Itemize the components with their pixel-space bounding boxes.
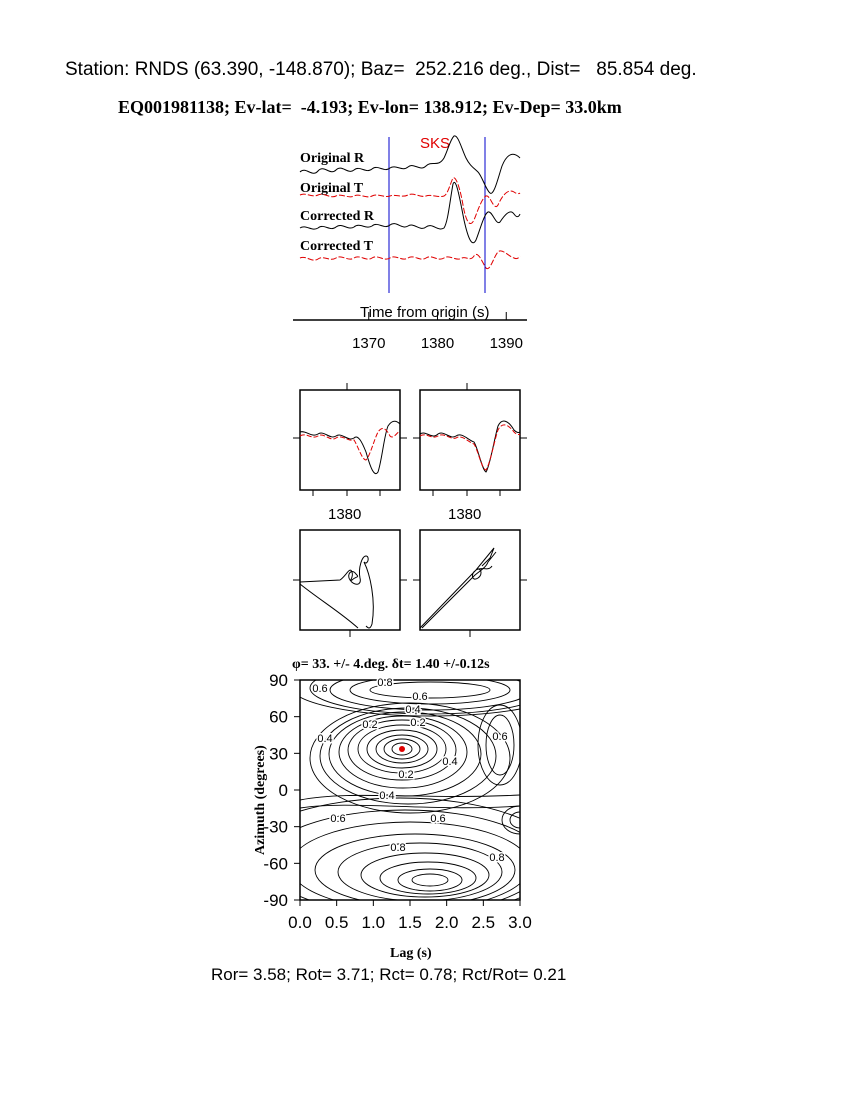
contour-xlabel: Lag (s): [390, 946, 432, 961]
contour-value-label: 0.8: [377, 677, 393, 689]
contour-xtick-label: 0.0: [288, 913, 312, 932]
contour-value-labels: [312, 677, 507, 864]
waveform-right-xtick: 1380: [448, 506, 482, 523]
contour-title: φ= 33. +/- 4.deg. δt= 1.40 +/-0.12s: [292, 657, 490, 672]
contour-panel: [240, 656, 570, 961]
best-fit-point: [399, 746, 405, 752]
contour-ylabel: Azimuth (degrees): [253, 745, 268, 855]
seismogram-tick-label: 1380: [420, 335, 455, 352]
contour-value-label: 0.2: [398, 769, 414, 781]
contour-value-label: 0.2: [410, 717, 426, 729]
contour-xtick-label: 1.5: [398, 913, 422, 932]
station-header: Station: RNDS (63.390, -148.870); Baz= 252.216 deg., Dist= 85.854 deg.: [65, 59, 697, 80]
contour-xtick-label: 3.0: [508, 913, 532, 932]
trace-label-corrected-r: Corrected R: [300, 209, 374, 224]
contour-xtick-label: 0.5: [324, 913, 349, 932]
contour-value-label: 0.6: [492, 731, 508, 743]
trace-label-original-r: Original R: [300, 151, 365, 166]
particle-motion-left: [293, 530, 407, 637]
contour-value-label: 0.6: [312, 683, 328, 695]
contour-ytick-label: 0: [278, 781, 288, 800]
particle-motion-right: [413, 530, 527, 637]
waveform-left-t: [300, 429, 400, 460]
trace-label-corrected-t: Corrected T: [300, 239, 373, 254]
waveform-left-xtick: 1380: [328, 506, 362, 523]
contour-ytick-label: -60: [263, 854, 288, 874]
contour-value-label: 0.4: [317, 733, 333, 745]
phase-label-sks: SKS: [420, 135, 451, 152]
particle-motion-right-path: [420, 548, 496, 628]
waveform-right-t: [420, 425, 520, 470]
contour-value-label: 0.4: [405, 704, 421, 716]
contour-ytick-label: -90: [263, 891, 288, 910]
event-header: EQ001981138; Ev-lat= -4.193; Ev-lon= 138.912; Ev-Dep= 33.0km: [118, 97, 622, 117]
contour-xtick-label: 1.0: [361, 913, 386, 932]
contour-value-label: 0.4: [379, 790, 395, 802]
waveform-panel-left: [293, 383, 407, 523]
contour-value-label: 0.8: [489, 852, 505, 864]
seismogram-panel: [293, 135, 527, 352]
contour-ytick-label: -30: [263, 817, 288, 837]
particle-motion-left-path: [300, 556, 373, 628]
contour-value-label: 0.6: [430, 813, 446, 825]
seismogram-tick-label: 1370: [352, 335, 386, 352]
contour-value-label: 0.8: [390, 842, 406, 854]
contour-value-label: 0.2: [362, 719, 378, 731]
seismogram-tick-label: 1390: [489, 335, 523, 352]
ratios-footer: Ror= 3.58; Rot= 3.71; Rct= 0.78; Rct/Rot= 0.21: [211, 965, 567, 984]
contour-value-label: 0.6: [412, 691, 428, 703]
contour-value-label: 0.4: [442, 756, 458, 768]
waveform-panel-right: [413, 383, 527, 523]
contour-xtick-label: 2.5: [471, 913, 496, 932]
seismogram-xlabel: Time from origin (s): [360, 304, 490, 321]
contour-ytick-label: 60: [269, 707, 288, 727]
waveform-right-r: [420, 421, 520, 472]
contour-value-label: 0.6: [330, 813, 346, 825]
contour-xtick-label: 2.0: [434, 913, 459, 932]
trace-label-original-t: Original T: [300, 181, 364, 196]
contour-ytick-label: 90: [269, 671, 288, 690]
contour-ytick-label: 30: [269, 744, 288, 764]
